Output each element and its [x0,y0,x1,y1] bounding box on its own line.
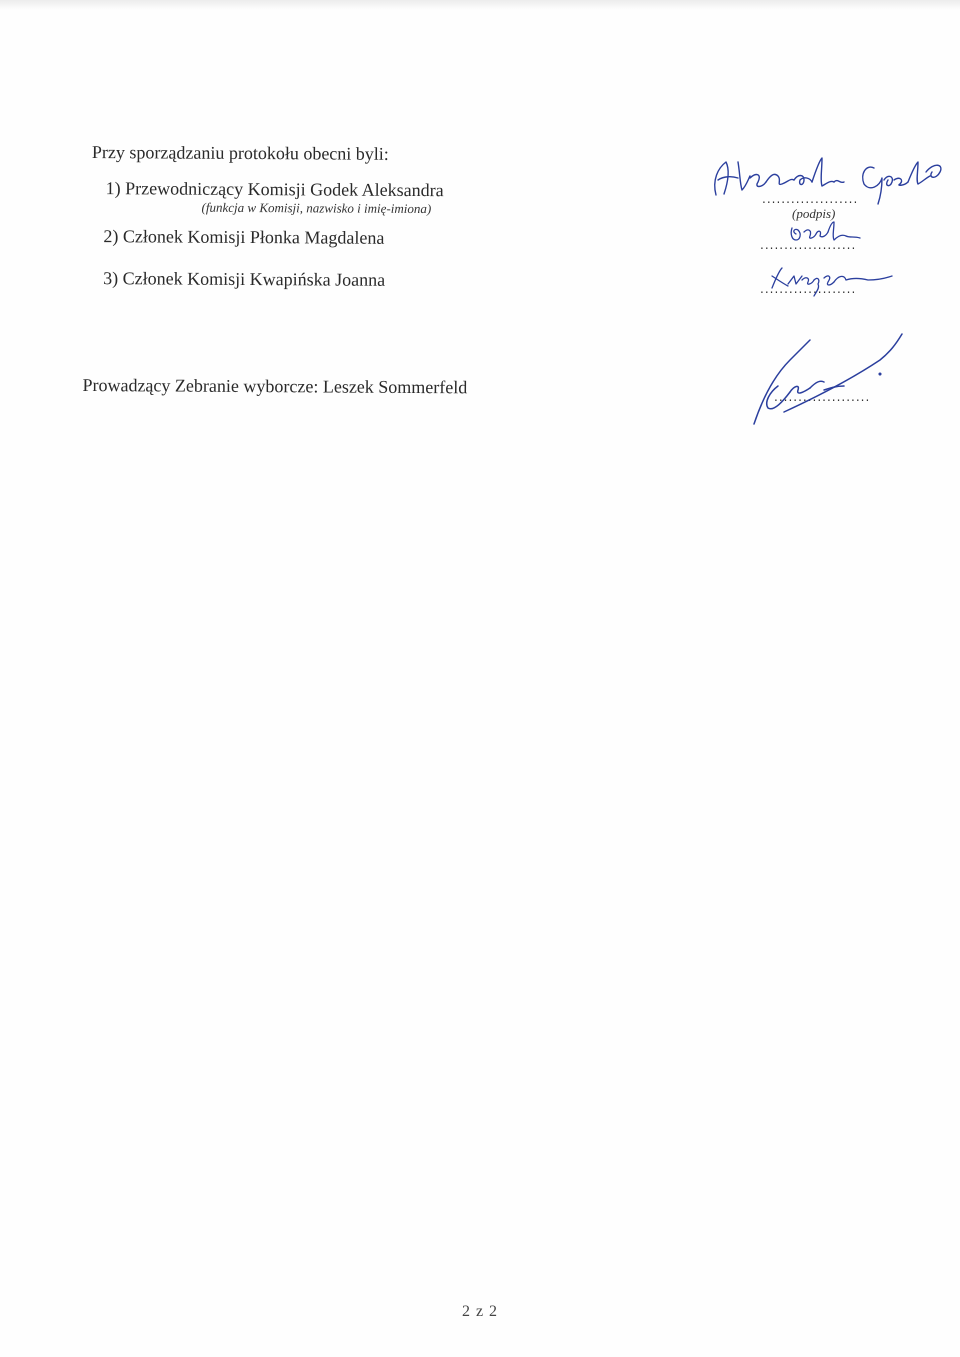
scan-edge [0,0,960,10]
signature-dots-2: .................... [760,238,857,252]
signature-sommerfeld [740,330,920,430]
member-3-line: 3) Członek Komisji Kwapińska Joanna [103,268,386,290]
signature-kwapinska [768,262,898,302]
signature-dots-3: .................... [760,282,857,296]
attendance-section [82,138,684,398]
member-1-line: 1) Przewodniczący Komisji Godek Aleksandra [105,178,444,201]
chair-line: Prowadzący Zebranie wyborcze: Leszek Sommerfeld [82,374,468,398]
attendance-intro: Przy sporządzaniu protokołu obecni byli: [91,142,389,164]
signature-dots-4: .................... [774,390,871,404]
signature-dots-1: .................... [762,192,859,206]
signature-caption: (podpis) [792,206,836,221]
member-caption: (funkcja w Komisji, nazwisko i imię-imiona) [201,199,432,217]
signature-column [700,150,950,440]
signature-plonka [786,218,866,248]
signature-godek [704,150,954,210]
member-2-line: 2) Członek Komisji Płonka Magdalena [103,226,385,248]
page-number: 2 z 2 [461,1303,499,1320]
